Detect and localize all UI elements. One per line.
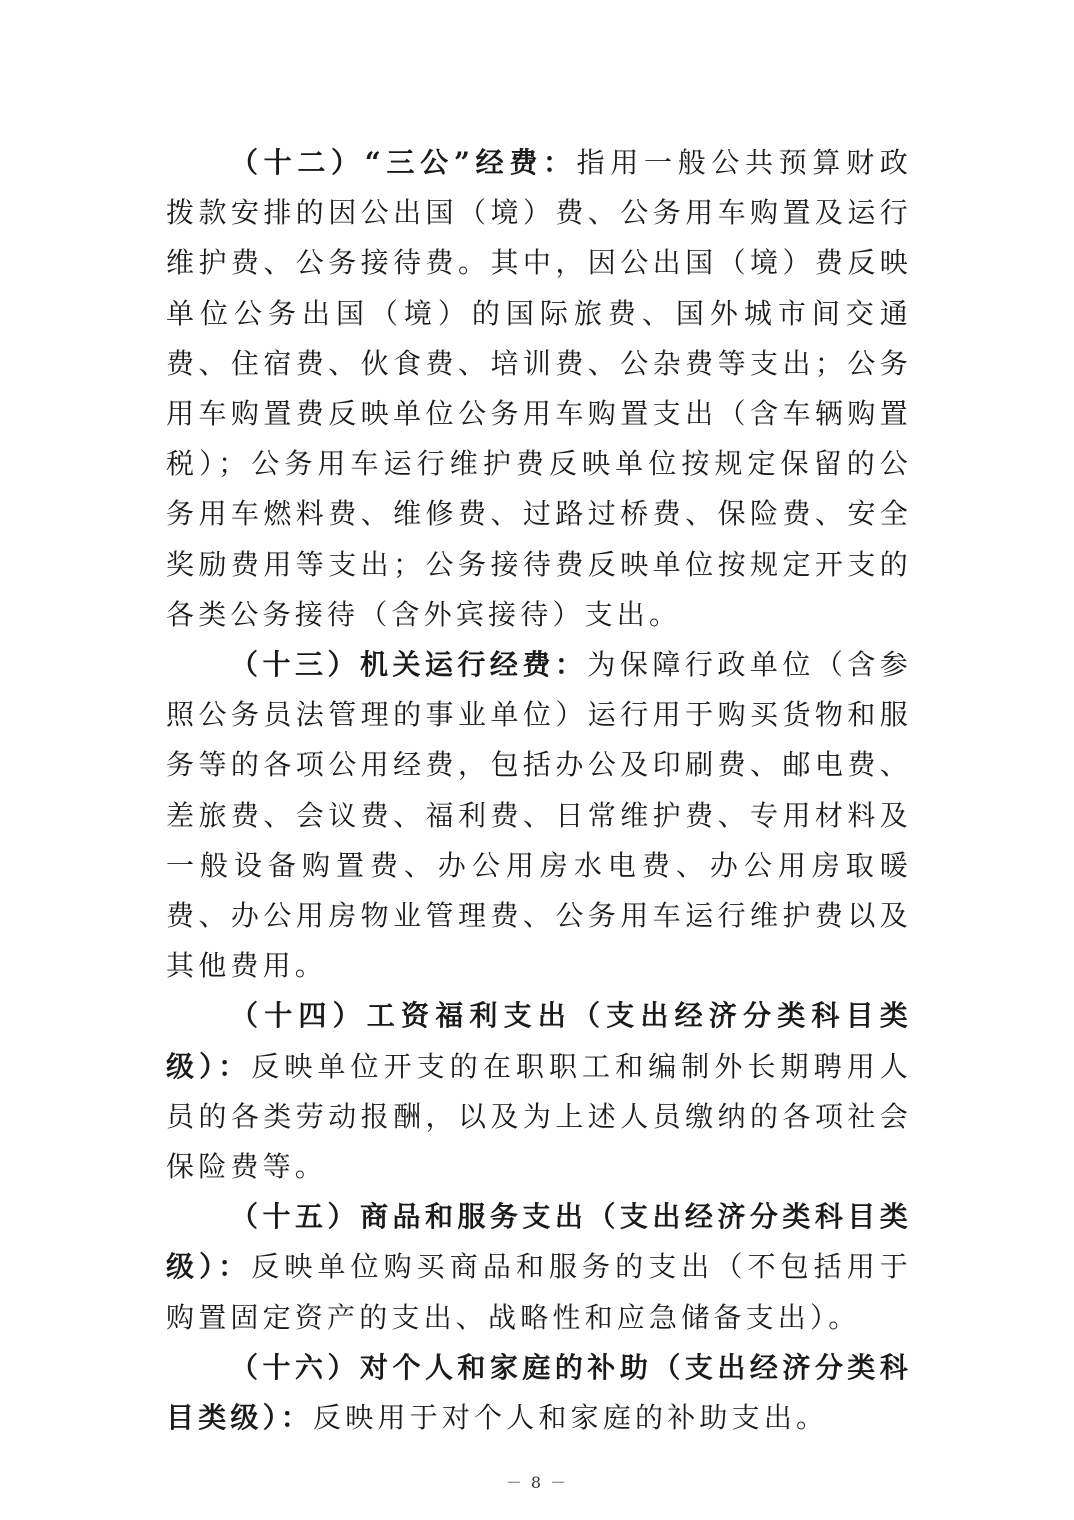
- definition-agency-operating-expenses: 为保障行政单位（含参照公务员法管理的事业单位）运行用于购买货物和服务等的各项公用经费，包括办公及印刷费、邮电费、差旅费、会议费、福利费、日常维护费、专用材料及一般设备购置费、办公用房水电费、办公用房取暖费、办公用房物业管理费、公务用车运行维护费以及其他费用。: [166, 648, 912, 983]
- paragraph-household-subsidies: [166, 1343, 912, 1443]
- definition-wages-welfare: 反映单位开支的在职职工和编制外长期聘用人员的各类劳动报酬，以及为上述人员缴纳的各项社会保险费等。: [166, 1049, 912, 1184]
- document-body: [166, 138, 912, 1443]
- term-sangong-expenses: （十二）“三公”经费：: [230, 146, 577, 179]
- term-goods-services: （十五）商品和服务支出（支出经济分类科目类级）：: [166, 1200, 912, 1284]
- definition-goods-services: 反映单位购买商品和服务的支出（不包括用于购置固定资产的支出、战略性和应急储备支出）。: [166, 1250, 912, 1334]
- definition-household-subsidies: 反映用于对个人和家庭的补助支出。: [313, 1401, 829, 1435]
- page-number: － 8 －: [505, 1473, 569, 1492]
- paragraph-wages-welfare: [166, 991, 912, 1192]
- definition-sangong-expenses: 指用一般公共预算财政拨款安排的因公出国（境）费、公务用车购置及运行维护费、公务接待费。其中，因公出国（境）费反映单位公务出国（境）的国际旅费、国外城市间交通费、住宿费、伙食费、培训费、公杂费等支出；公务用车购置费反映单位公务用车购置支出（含车辆购置税）；公务用车运行维护费反映单位按规定保留的公务用车燃料费、维修费、过路过桥费、保险费、安全奖励费用等支出；公务接待费反映单位按规定开支的各类公务接待（含外宾接待）支出。: [166, 146, 912, 631]
- term-household-subsidies: （十六）对个人和家庭的补助（支出经济分类科目类级）：: [166, 1350, 912, 1435]
- term-wages-welfare: （十四）工资福利支出（支出经济分类科目类级）：: [166, 999, 912, 1083]
- paragraph-agency-operating-expenses: [166, 640, 912, 991]
- paragraph-sangong-expenses: [166, 138, 912, 640]
- paragraph-goods-services: [166, 1192, 912, 1343]
- term-agency-operating-expenses: （十三）机关运行经费：: [230, 648, 588, 682]
